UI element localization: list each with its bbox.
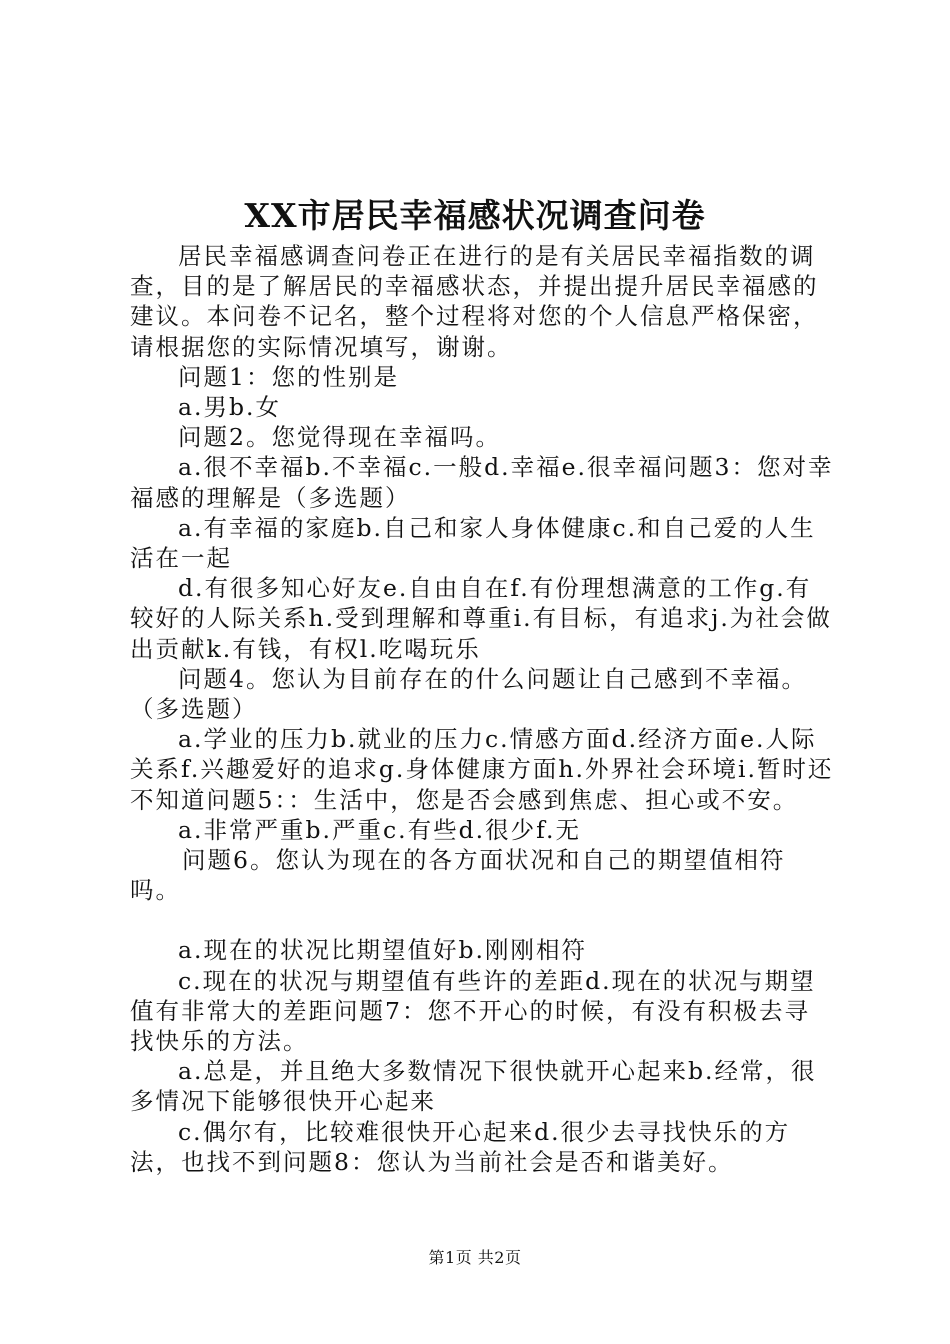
question-5-options: a.非常严重b.严重c.有些d.很少f.无 xyxy=(178,815,581,844)
question-1: 问题1：您的性别是 xyxy=(178,362,399,391)
question-4-options: a.学业的压力b.就业的压力c.情感方面d.经济方面e.人际关系f.兴趣爱好的追求g.身体健康方面h.外界社会环境i.暂时还不知道问题5：：生活中，您是否会感到焦虑、担心或不安。 xyxy=(130,725,834,814)
page-title: XX市居民幸福感状况调查问卷 xyxy=(244,196,706,235)
intro-paragraph: 居民幸福感调查问卷正在进行的是有关居民幸福指数的调查，目的是了解居民的幸福感状态，并提出提升居民幸福感的建议。本问卷不记名，整个过程将对您的个人信息严格保密，请根据您的实际情况填写，谢谢。 xyxy=(130,242,819,361)
question-3-options-b: d.有很多知心好友e.自由自在f.有份理想满意的工作g.有较好的人际关系h.受到理解和尊重i.有目标，有追求j.为社会做出贡献k.有钱，有权l.吃喝玩乐 xyxy=(130,574,832,663)
document-body xyxy=(130,241,835,1177)
question-6: 问题6。您认为现在的各方面状况和自己的期望值相符吗。 xyxy=(130,846,786,905)
question-1-options: a.男b.女 xyxy=(178,393,281,422)
question-7-options-b: c.偶尔有，比较难很快开心起来d.很少去寻找快乐的方法，也找不到问题8：您认为当前社会是否和谐美好。 xyxy=(130,1117,791,1176)
question-6-options-a: a.现在的状况比期望值好b.刚刚相符 xyxy=(178,936,587,965)
question-3-options-a: a.有幸福的家庭b.自己和家人身体健康c.和自己爱的人生活在一起 xyxy=(130,513,816,573)
question-4: 问题4。您认为目前存在的什么问题让自己感到不幸福。（多选题） xyxy=(130,664,807,724)
question-7-options-a: a.总是，并且绝大多数情况下很快就开心起来b.经常，很多情况下能够很快开心起来 xyxy=(130,1057,817,1116)
question-2-options: a.很不幸福b.不幸福c.一般d.幸福e.很幸福问题3：您对幸福感的理解是（多选题） xyxy=(130,453,834,512)
page-footer: 第1页 共2页 xyxy=(428,1248,522,1267)
blank-line xyxy=(130,905,835,935)
question-2: 问题2。您觉得现在幸福吗。 xyxy=(178,423,501,452)
question-6-options-b: c.现在的状况与期望值有些许的差距d.现在的状况与期望值有非常大的差距问题7：您不开心的时候，有没有积极去寻找快乐的方法。 xyxy=(130,966,816,1056)
